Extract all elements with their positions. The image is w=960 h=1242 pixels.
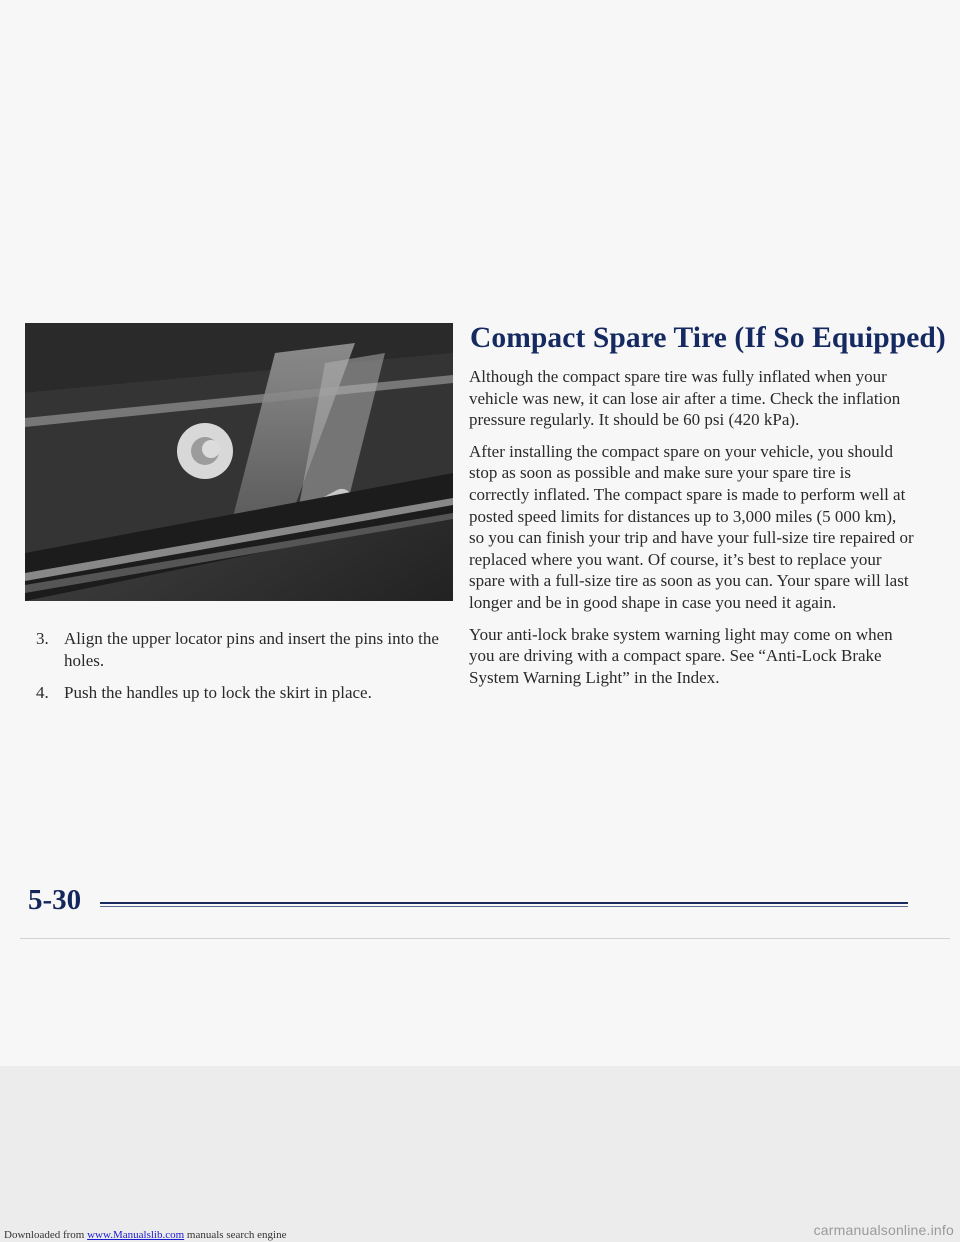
spare-tire-mount-photo bbox=[25, 323, 453, 601]
scan-edge-line bbox=[20, 938, 950, 939]
step-number: 4. bbox=[36, 683, 49, 702]
watermark: carmanualsonline.info bbox=[813, 1222, 954, 1238]
photo-illustration bbox=[25, 323, 453, 601]
section-body bbox=[469, 366, 914, 698]
paragraph: Although the compact spare tire was fully inflated when your vehicle was new, it can lose air after a time. Check the inflation pressure regularly. It should be 60 psi (420 kPa). bbox=[469, 367, 901, 430]
step-text: Align the upper locator pins and insert the pins into the holes. bbox=[64, 629, 439, 670]
page-number: 5-30 bbox=[28, 884, 82, 916]
step-text: Push the handles up to lock the skirt in place. bbox=[64, 683, 372, 702]
download-note bbox=[4, 1229, 286, 1241]
paragraph: After installing the compact spare on your vehicle, you should stop as soon as possible and make sure your spare tire is correctly inflated. The compact spare is made to perform well at posted speed limits for distances up to 3,000 miles (5 000 km), so you can finish your trip and have your full-size tire repaired or replaced where you want. Of course, it’s best to replace your spare with a full-size tire as soon as you can. Your spare will last longer and be in good shape in case you need it again. bbox=[469, 441, 914, 612]
scan-bottom-band bbox=[0, 1066, 960, 1242]
download-suffix: manuals search engine bbox=[184, 1229, 287, 1241]
paragraph: Your anti-lock brake system warning light may come on when you are driving with a compact spare. See “Anti-Lock Brake System Warning Light” in the Index. bbox=[469, 624, 893, 687]
step-number: 3. bbox=[36, 629, 49, 648]
download-prefix: Downloaded from bbox=[4, 1229, 88, 1241]
manualslib-link[interactable]: www.Manualslib.com bbox=[87, 1229, 185, 1241]
instruction-steps bbox=[36, 628, 456, 714]
section-title: Compact Spare Tire (If So Equipped) bbox=[470, 322, 946, 354]
footer-divider bbox=[100, 902, 908, 904]
step-item bbox=[36, 628, 456, 672]
step-item bbox=[36, 682, 456, 704]
